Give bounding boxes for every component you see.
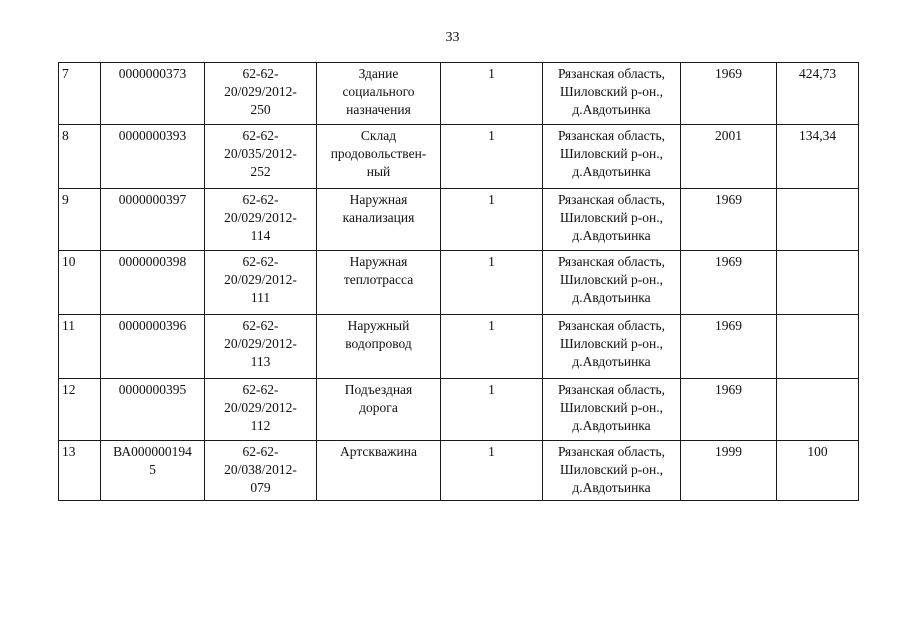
property-registry-table	[58, 62, 859, 501]
quantity-cell	[441, 441, 543, 501]
object-name-line: канализация	[342, 210, 415, 225]
year-value: 1969	[715, 318, 742, 333]
object-name-cell	[317, 63, 441, 125]
cadastral-number-line: 252	[250, 164, 271, 179]
table-body	[59, 63, 859, 501]
year-cell	[681, 189, 777, 251]
year-value: 1969	[715, 192, 742, 207]
address-line: д.Авдотьинка	[572, 354, 651, 369]
address-line: д.Авдотьинка	[572, 418, 651, 433]
quantity-value: 1	[488, 382, 495, 397]
address-line: Рязанская область,	[557, 444, 666, 459]
address-line: Рязанская область,	[557, 128, 666, 143]
cadastral-number-line: 62-62-	[242, 128, 279, 143]
quantity-cell	[441, 63, 543, 125]
inventory-number-cell	[101, 125, 205, 189]
area-value: 424,73	[798, 66, 837, 81]
row-number: 13	[62, 444, 76, 459]
row-number-cell	[59, 189, 101, 251]
address-cell	[543, 125, 681, 189]
inventory-number-line: 5	[149, 462, 156, 477]
quantity-value: 1	[488, 66, 495, 81]
cadastral-number-line: 20/029/2012-	[224, 336, 297, 351]
address-cell	[543, 379, 681, 441]
area-cell	[777, 441, 859, 501]
cadastral-number-line: 113	[250, 354, 271, 369]
address-line: Рязанская область,	[557, 66, 666, 81]
area-value: 134,34	[798, 128, 837, 143]
inventory-number-line: 0000000373	[118, 66, 187, 81]
year-value: 1969	[715, 66, 742, 81]
inventory-number-cell	[101, 315, 205, 379]
area-value: 100	[807, 444, 828, 459]
address-line: Шиловский р-он.,	[560, 84, 663, 99]
cadastral-number-line: 62-62-	[242, 318, 279, 333]
address-line: Шиловский р-он.,	[560, 336, 663, 351]
address-cell	[543, 63, 681, 125]
inventory-number-line: 0000000398	[118, 254, 187, 269]
cadastral-number-line: 62-62-	[242, 382, 279, 397]
inventory-number-line: 0000000397	[118, 192, 187, 207]
inventory-number-cell	[101, 63, 205, 125]
address-line: Шиловский р-он.,	[560, 146, 663, 161]
cadastral-number-line: 114	[250, 228, 271, 243]
area-cell	[777, 251, 859, 315]
object-name-cell	[317, 189, 441, 251]
address-line: д.Авдотьинка	[572, 290, 651, 305]
area-cell	[777, 379, 859, 441]
address-line: д.Авдотьинка	[572, 480, 651, 495]
quantity-value: 1	[488, 192, 495, 207]
address-line: д.Авдотьинка	[572, 164, 651, 179]
address-line: Рязанская область,	[557, 192, 666, 207]
area-cell	[777, 125, 859, 189]
row-number: 11	[62, 318, 75, 333]
object-name-line: продовольствен-	[330, 146, 427, 161]
cadastral-number-line: 20/029/2012-	[224, 272, 297, 287]
quantity-value: 1	[488, 254, 495, 269]
table-row	[59, 189, 859, 251]
object-name-line: Склад	[360, 128, 397, 143]
object-name-cell	[317, 441, 441, 501]
inventory-number-line: ВА000000194	[113, 444, 192, 459]
object-name-cell	[317, 315, 441, 379]
cadastral-number-cell	[205, 189, 317, 251]
cadastral-number-line: 20/029/2012-	[224, 84, 297, 99]
quantity-value: 1	[488, 128, 495, 143]
inventory-number-line: 0000000395	[118, 382, 187, 397]
quantity-cell	[441, 251, 543, 315]
cadastral-number-cell	[205, 125, 317, 189]
inventory-number-line: 0000000396	[118, 318, 187, 333]
table-row	[59, 251, 859, 315]
year-cell	[681, 379, 777, 441]
address-line: Рязанская область,	[557, 318, 666, 333]
year-cell	[681, 125, 777, 189]
year-cell	[681, 441, 777, 501]
row-number: 7	[62, 66, 69, 81]
row-number-cell	[59, 125, 101, 189]
cadastral-number-line: 250	[250, 102, 271, 117]
address-line: Рязанская область,	[557, 254, 666, 269]
cadastral-number-cell	[205, 379, 317, 441]
address-line: д.Авдотьинка	[572, 102, 651, 117]
year-cell	[681, 251, 777, 315]
page-number: 33	[445, 30, 460, 45]
quantity-cell	[441, 125, 543, 189]
object-name-line: Наружная	[349, 192, 408, 207]
row-number-cell	[59, 379, 101, 441]
cadastral-number-line: 20/038/2012-	[224, 462, 297, 477]
cadastral-number-cell	[205, 315, 317, 379]
object-name-line: социального	[342, 84, 415, 99]
table-row	[59, 379, 859, 441]
cadastral-number-line: 111	[250, 290, 271, 305]
cadastral-number-cell	[205, 251, 317, 315]
year-value: 2001	[715, 128, 742, 143]
cadastral-number-cell	[205, 63, 317, 125]
address-line: д.Авдотьинка	[572, 228, 651, 243]
inventory-number-cell	[101, 251, 205, 315]
address-line: Шиловский р-он.,	[560, 462, 663, 477]
area-cell	[777, 189, 859, 251]
object-name-cell	[317, 379, 441, 441]
year-value: 1999	[715, 444, 742, 459]
address-cell	[543, 189, 681, 251]
quantity-cell	[441, 379, 543, 441]
table-row	[59, 441, 859, 501]
cadastral-number-line: 62-62-	[242, 66, 279, 81]
cadastral-number-line: 079	[250, 480, 271, 495]
address-line: Шиловский р-он.,	[560, 272, 663, 287]
inventory-number-cell	[101, 189, 205, 251]
object-name-line: ный	[366, 164, 391, 179]
object-name-line: Подъездная	[344, 382, 413, 397]
table-row	[59, 315, 859, 379]
quantity-value: 1	[488, 444, 495, 459]
cadastral-number-line: 112	[250, 418, 271, 433]
inventory-number-line: 0000000393	[118, 128, 187, 143]
quantity-value: 1	[488, 318, 495, 333]
address-line: Шиловский р-он.,	[560, 400, 663, 415]
address-cell	[543, 251, 681, 315]
table-row	[59, 125, 859, 189]
address-cell	[543, 315, 681, 379]
object-name-line: водопровод	[345, 336, 412, 351]
quantity-cell	[441, 189, 543, 251]
address-line: Шиловский р-он.,	[560, 210, 663, 225]
object-name-line: Артскважина	[340, 444, 417, 459]
object-name-cell	[317, 125, 441, 189]
inventory-number-cell	[101, 379, 205, 441]
cadastral-number-line: 20/029/2012-	[224, 210, 297, 225]
object-name-line: Здание	[358, 66, 399, 81]
object-name-cell	[317, 251, 441, 315]
cadastral-number-cell	[205, 441, 317, 501]
table-row	[59, 63, 859, 125]
address-line: Рязанская область,	[557, 382, 666, 397]
object-name-line: назначения	[346, 102, 411, 117]
row-number: 8	[62, 128, 69, 143]
row-number: 9	[62, 192, 69, 207]
inventory-number-cell	[101, 441, 205, 501]
quantity-cell	[441, 315, 543, 379]
address-cell	[543, 441, 681, 501]
row-number: 10	[62, 254, 76, 269]
row-number-cell	[59, 315, 101, 379]
object-name-line: теплотрасса	[343, 272, 414, 287]
year-cell	[681, 315, 777, 379]
year-value: 1969	[715, 254, 742, 269]
cadastral-number-line: 62-62-	[242, 192, 279, 207]
object-name-line: дорога	[359, 400, 398, 415]
row-number-cell	[59, 441, 101, 501]
object-name-line: Наружный	[347, 318, 410, 333]
row-number-cell	[59, 251, 101, 315]
row-number: 12	[62, 382, 76, 397]
year-cell	[681, 63, 777, 125]
area-cell	[777, 63, 859, 125]
row-number-cell	[59, 63, 101, 125]
cadastral-number-line: 20/029/2012-	[224, 400, 297, 415]
object-name-line: Наружная	[349, 254, 408, 269]
cadastral-number-line: 62-62-	[242, 254, 279, 269]
cadastral-number-line: 62-62-	[242, 444, 279, 459]
year-value: 1969	[715, 382, 742, 397]
area-cell	[777, 315, 859, 379]
cadastral-number-line: 20/035/2012-	[224, 146, 297, 161]
